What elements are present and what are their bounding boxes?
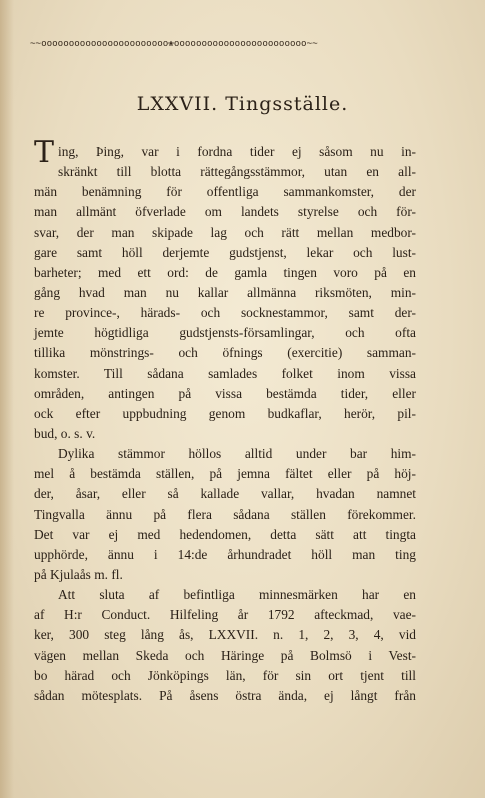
text-line: man allmänt öfverlade om landets styrelse och för- [34,204,416,220]
text-line: tillika mönstrings- och öfnings (exercitie) samman- [34,345,416,361]
text-line: jemte högtidliga gudstjensts-församlingar, och ofta [34,325,416,341]
header-ornament: ~~ooooooooooooooooooooooo❀oooooooooooooooooooooooo~~ [30,38,318,49]
text-line: män benämning för offentliga sammankomster, der [34,184,416,200]
text-line: Dylika stämmor höllos alltid under bar him- [58,446,416,462]
drop-cap: T [34,135,55,170]
text-line: Att sluta af befintliga minnesmärken har en [58,587,416,603]
text-line: gång hvad man nu kallar allmänna riksmöten, min- [34,284,416,300]
text-line: Ting, Þing, var i fordna tider ej såsom nu in- [34,135,416,170]
chapter-title: LXXVII. Tingsställe. [136,93,349,115]
text-line: bud, o. s. v. [34,425,96,441]
text-line: områden, antingen på vissa bestämda tider, eller [34,385,416,401]
page-gutter-shadow [0,0,14,798]
text-line: på Kjulaås m. fl. [34,566,123,582]
body-text [34,135,416,706]
text-line: barheter; med ett ord: de gamla tingen voro på en [34,264,416,280]
text-line: upphörde, ännu i 14:de århundradet höll man ting [34,546,416,562]
text-line: Det var ej med hedendomen, detta sätt att tingta [34,526,416,542]
text-line: ock efter uppbudning genom budkaflar, herör, pil- [34,405,416,421]
text-line: gare samt höll derjemte gudstjenst, lekar och lust- [34,244,416,260]
text-line: skränkt till blotta rättegångsstämmor, utan en all- [58,164,416,180]
text-line: mel å bestämda ställen, på jemna fältet eller på höj- [34,466,416,482]
text-line: komster. Till sådana samlades folket inom vissa [34,365,416,381]
text-line: sådan mötesplats. På åsens östra ända, ej långt från [34,687,416,703]
text-line: bo härad och Jönköpings län, för sin ort tjent till [34,667,416,683]
text-line: af H:r Conduct. Hilfeling år 1792 afteckmad, vae- [34,607,416,623]
text-line: vägen mellan Skeda och Häringe på Bolmsö i Vest- [34,647,416,663]
text-line: Tingvalla ännu på flera sådana ställen förekommer. [34,506,416,522]
text-line: ker, 300 steg lång ås, LXXVII. n. 1, 2, 3, 4, vid [34,627,416,643]
text-line: svar, der man skipade lag och rätt mellan medbor- [34,224,416,240]
text-line: re province-, härads- och socknestammor, samt der- [34,305,416,321]
text-line: der, åsar, eller så kallade vallar, hvadan namnet [34,486,416,502]
